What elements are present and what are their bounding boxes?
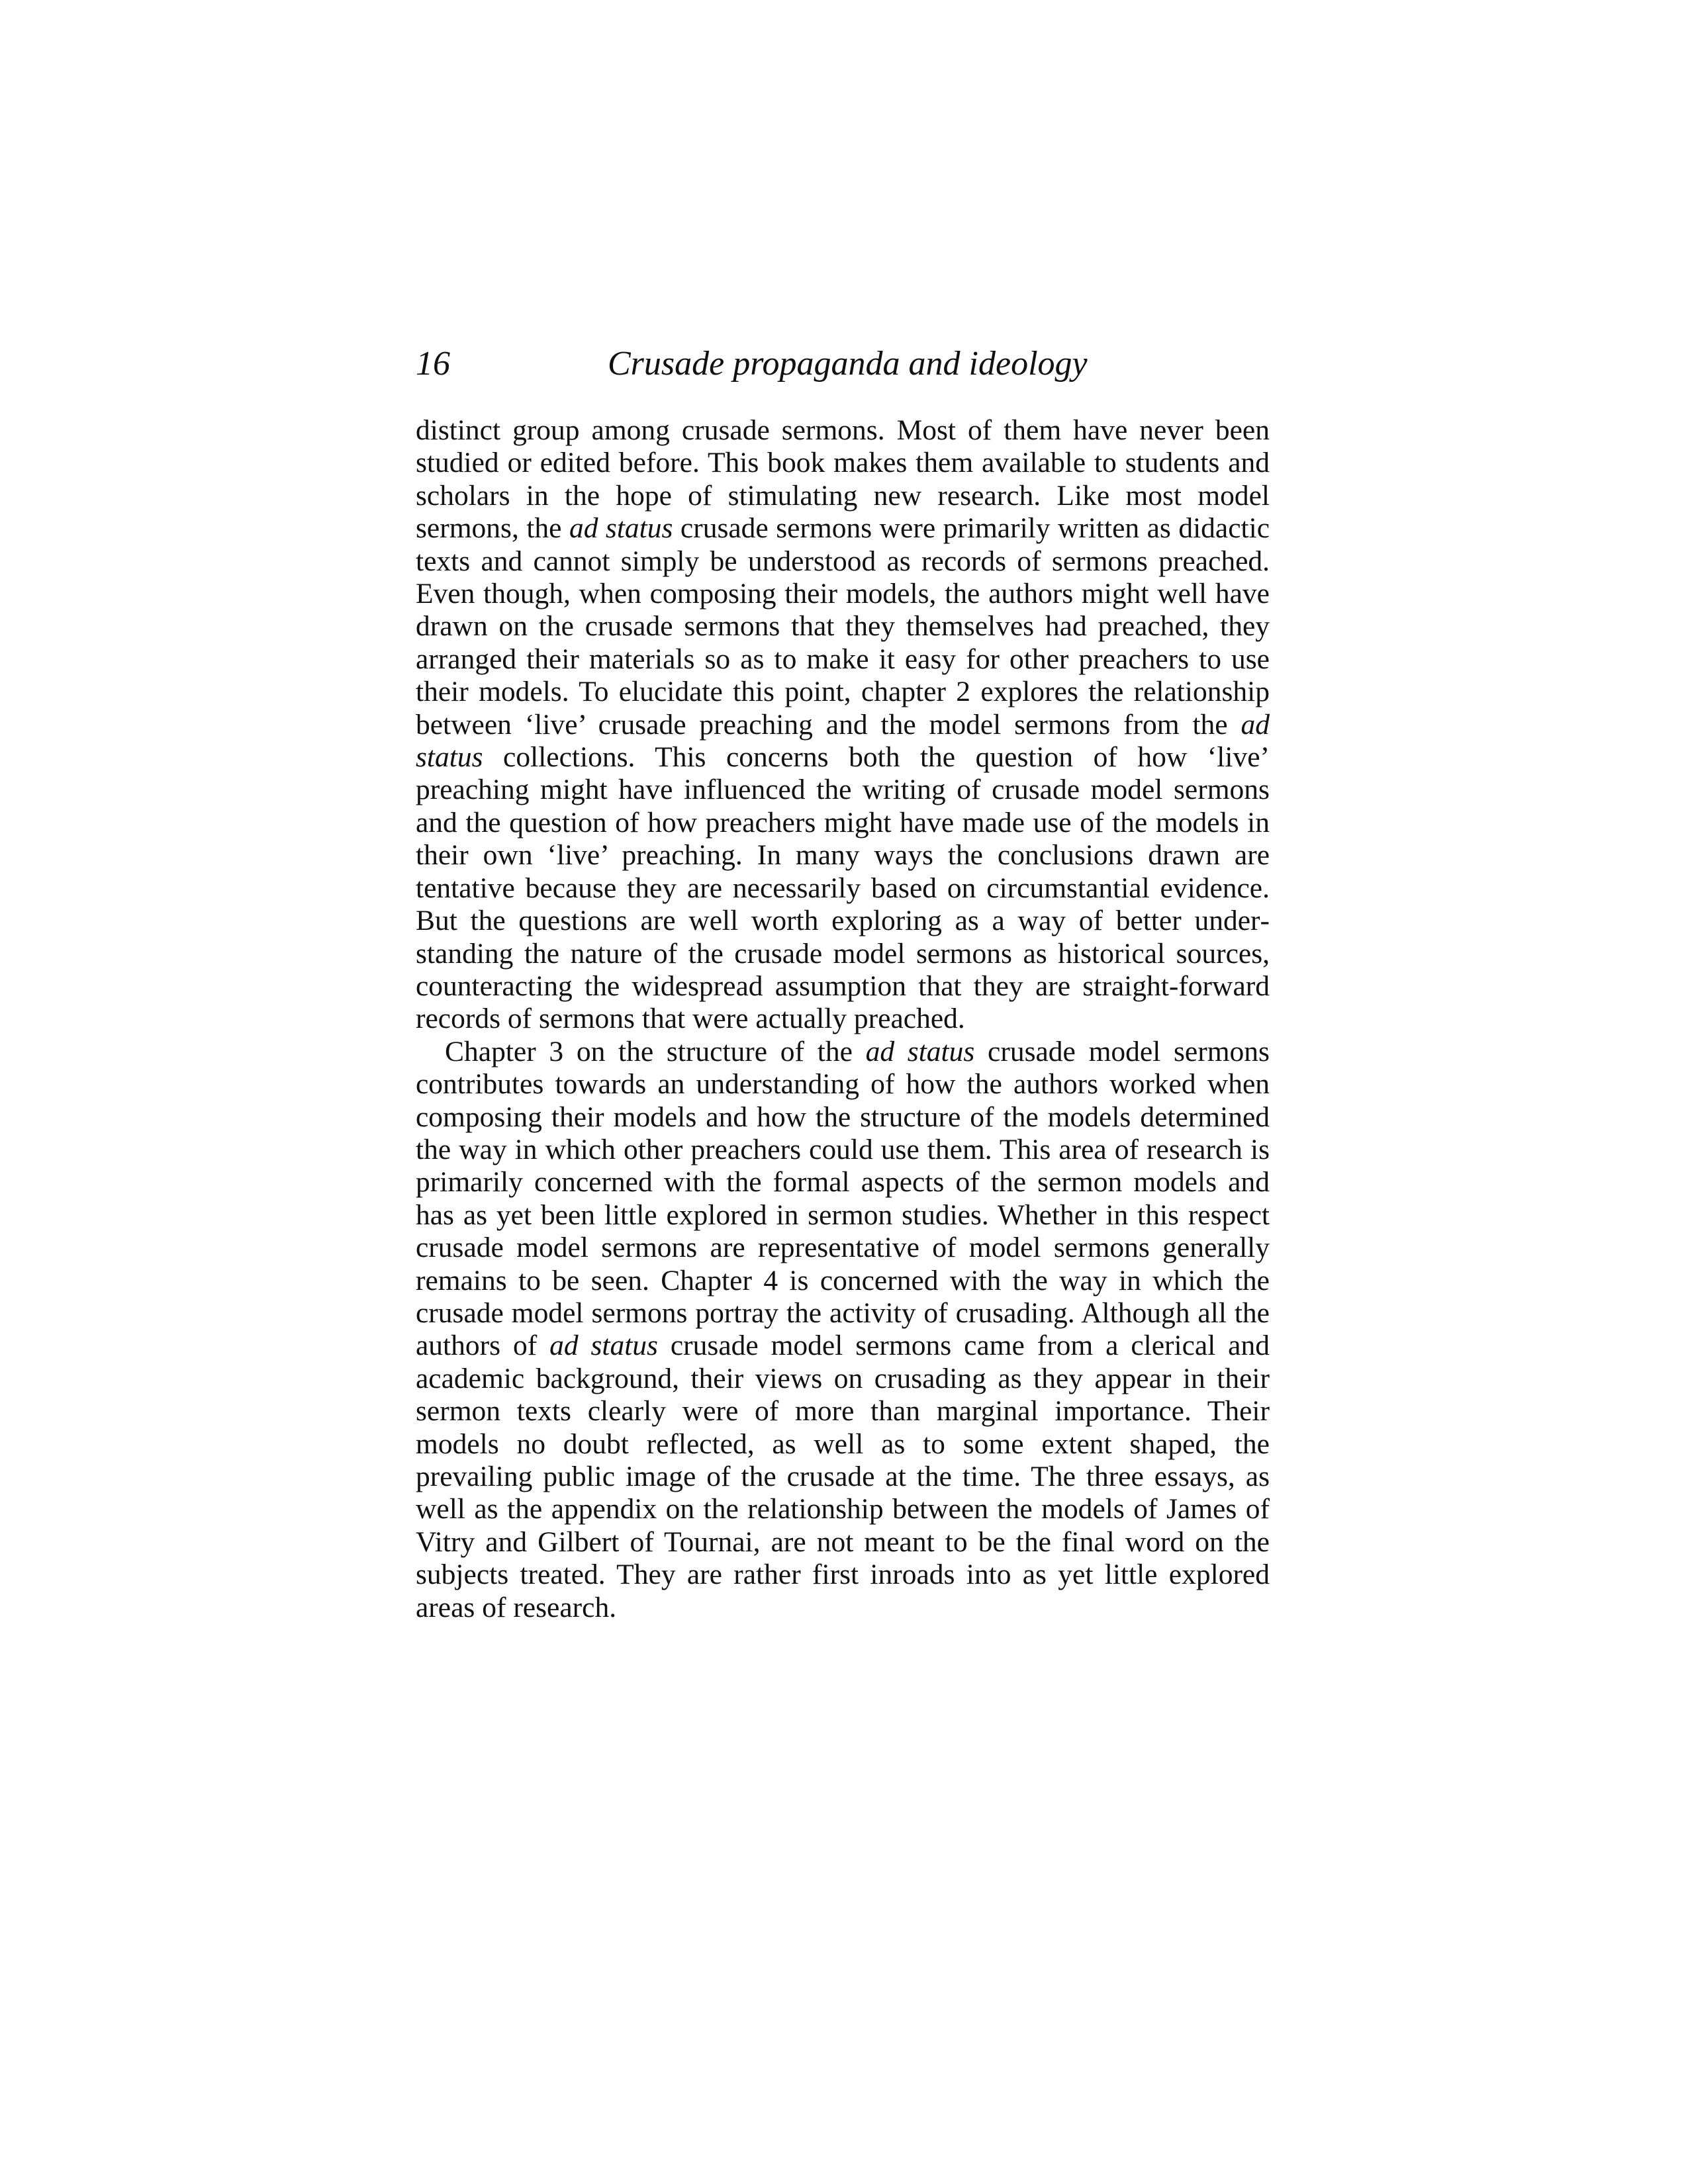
- page-header: [416, 338, 1270, 390]
- paragraph-1: [416, 414, 1270, 1036]
- running-title: Crusade propaganda and ideology: [608, 345, 1088, 383]
- paragraph-text: crusade sermons were primarily written as didactic texts and cannot simply be understood as records of sermons preached. Even though, when composing their models, the authors might well have drawn on the crusade sermons that they themselves had preached, they arranged their materials so as to make it easy for other preachers to use their models. To elucidate this point, chapter 2 explores the relationship between ‘live’ crusade preaching and the model sermons from the: [416, 512, 1270, 741]
- italic-term: ad status: [865, 1035, 975, 1068]
- paragraph-text: crusade model sermons came from a clerical and academic background, their views on crusading as they appear in their sermon texts clearly were of more than marginal importance. Their models no doubt reflected, as well as to some extent shaped, the prevailing public image of the crusade at the time. The three essays, as well as the appendix on the relationship between the models of James of Vitry and Gilbert of Tournai, are not meant to be the final word on the subjects treated. They are rather first inroads into as yet little explored areas of research.: [416, 1330, 1270, 1623]
- paragraph-2: [416, 1036, 1270, 1624]
- italic-term: ad status: [416, 708, 1270, 774]
- body-text: [416, 414, 1270, 1624]
- page-number: 16: [416, 345, 450, 383]
- italic-term: ad status: [549, 1330, 658, 1362]
- paragraph-text: collections. This concerns both the question of how ‘live’ preaching might have influenced the writing of crusade model sermons and the question of how preachers might have made use of the models in their own ‘live’ preaching. In many ways the conclusions drawn are tentative because they are necessarily based on circumstantial evidence. But the questions are well worth exploring as a way of better understanding the nature of the crusade model sermons as historical sources, counteracting the widespread assumption that they are straight-forward records of sermons that were actually preached.: [416, 741, 1270, 1035]
- paragraph-text: crusade model sermons contributes towards an understanding of how the authors worked when composing their models and how the structure of the models determined the way in which other preachers could use them. This area of research is primarily concerned with the formal aspects of the sermon models and has as yet been little explored in sermon studies. Whether in this respect crusade model sermons are representative of model sermons generally remains to be seen. Chapter 4 is concerned with the way in which the crusade model sermons portray the activity of crusading. Although all the authors of: [416, 1035, 1270, 1362]
- paragraph-text: distinct group among crusade sermons. Most of them have never been studied or edited before. This book makes them available to students and scholars in the hope of stimulating new research. Like most model sermons, the: [416, 414, 1270, 545]
- italic-term: ad status: [569, 512, 673, 545]
- paragraph-text: Chapter 3 on the structure of the: [445, 1035, 866, 1068]
